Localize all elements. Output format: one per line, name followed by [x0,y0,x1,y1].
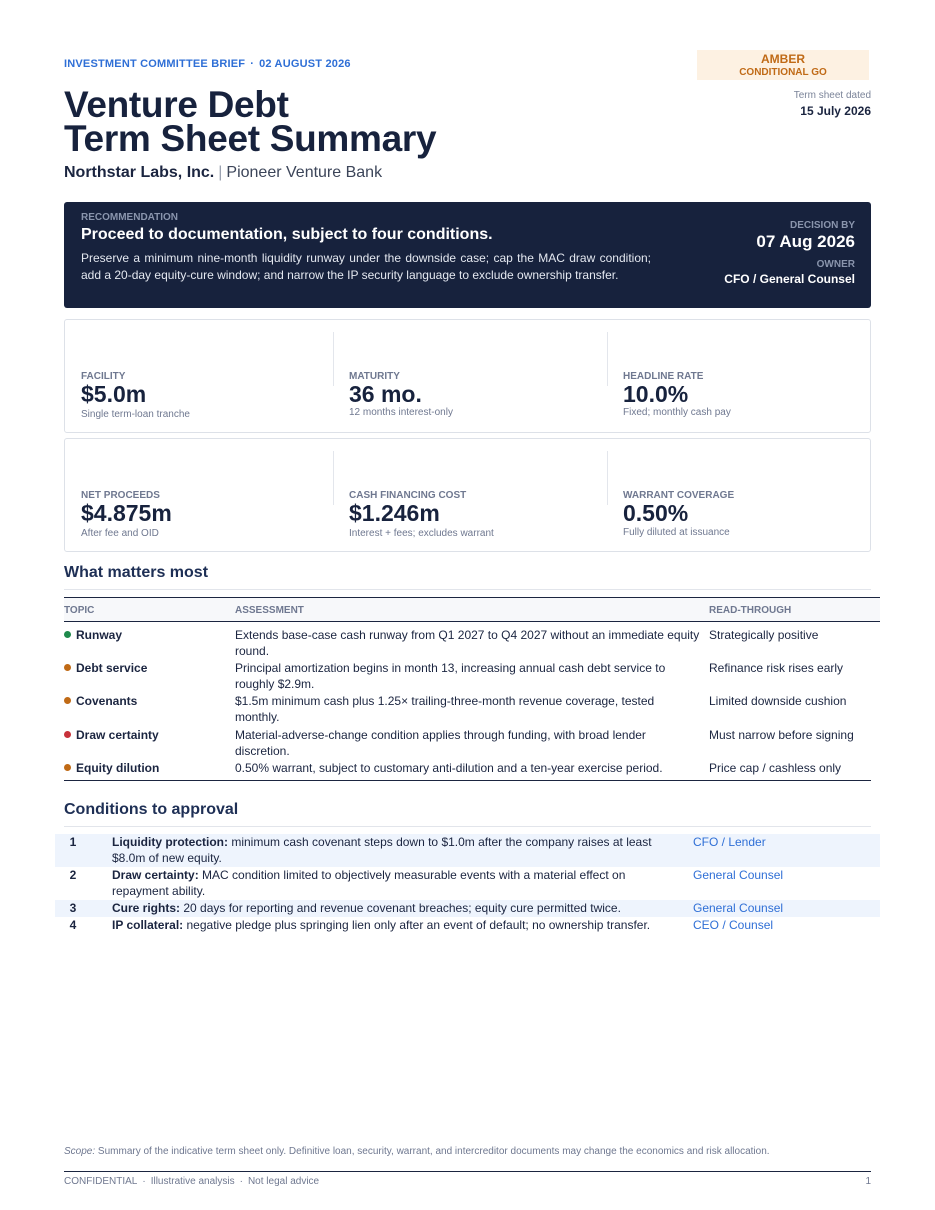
conditions-section-title: Conditions to approval [64,801,239,818]
status-sub-label: CONDITIONAL GO [739,67,827,78]
status-dot-icon [64,697,71,704]
kpi-sub: Interest + fees; excludes warrant [349,528,494,539]
kpi-divider [607,332,608,386]
owner-value: CFO / General Counsel [724,272,855,286]
condition-number: 2 [69,868,77,882]
recommendation-panel [64,202,871,308]
condition-row [55,867,880,900]
condition-number: 4 [69,918,77,932]
column-header-topic: TOPIC [64,605,95,616]
kpi-sub: Fixed; monthly cash pay [623,407,731,418]
condition-text [112,867,682,899]
status-dot-icon [64,664,71,671]
footer-divider [64,1171,871,1172]
row-read-through: Strategically positive [709,628,819,642]
condition-term: Cure rights: [112,901,181,915]
topic-label: Runway [76,628,123,642]
kpi-label: HEADLINE RATE [623,371,704,382]
term-sheet-date-block [794,90,871,118]
footer-legal: Not legal advice [247,1176,320,1187]
kpi-value: 36 mo. [349,381,422,407]
condition-owner: CFO / Lender [693,835,766,849]
row-topic [64,627,122,643]
row-topic [64,760,159,776]
kpi-divider [607,451,608,505]
kpi-label: WARRANT COVERAGE [623,490,735,501]
recommendation-body: Preserve a minimum nine-month liquidity runway under the downside case; cap the MAC draw condition; add a 20-day equity-cure window; and narrow the IP security language to exclude ownership transfer. [81,251,651,282]
term-sheet-date-label: Term sheet dated [793,90,871,101]
condition-detail: minimum cash covenant steps down to $1.0m after the company raises at least $8.0m of new equity. [112,835,652,865]
row-read-through: Limited downside cushion [709,694,847,708]
row-assessment: $1.5m minimum cash plus 1.25× trailing-three-month revenue coverage, tested monthly. [235,694,655,724]
kpi-value: $4.875m [81,500,172,526]
condition-text [112,834,682,866]
kpi-label: NET PROCEEDS [81,490,160,501]
kpi-value: $1.246m [349,500,440,526]
row-topic [64,660,147,676]
kpi-sub: Fully diluted at issuance [623,527,730,538]
condition-detail: 20 days for reporting and revenue covenant breaches; equity cure permitted twice. [183,901,621,915]
kpi-warrant-coverage [607,439,871,551]
footer-confidential: CONFIDENTIAL [64,1176,138,1187]
condition-owner: General Counsel [693,901,784,915]
section-divider [64,826,871,827]
term-sheet-date: 15 July 2026 [800,104,871,118]
kpi-row-2 [64,438,871,552]
decision-date: 07 Aug 2026 [756,232,855,251]
footer-line: CONFIDENTIAL · Illustrative analysis · Not legal advice [64,1176,320,1187]
row-topic [64,693,137,709]
page-title [64,84,437,159]
brief-date: 02 AUGUST 2026 [259,58,351,70]
status-badge [697,50,869,80]
kpi-value: $5.0m [81,381,147,407]
status-dot-icon [64,631,71,638]
decision-label: DECISION BY [789,220,855,231]
kpi-label: FACILITY [81,371,126,382]
scope-label: Scope: [64,1146,96,1157]
row-read-through: Must narrow before signing [709,728,854,742]
page-number: 1 [865,1176,871,1187]
row-assessment: 0.50% warrant, subject to customary anti-dilution and a ten-year exercise period. [235,761,663,775]
topic-label: Debt service [76,661,148,675]
row-assessment: Principal amortization begins in month 13, increasing annual cash debt service to roughly $2.9m. [235,661,666,691]
condition-row [55,834,880,867]
condition-number: 1 [69,835,77,849]
decision-block [724,220,855,286]
condition-term: IP collateral: [112,918,184,932]
column-header-assessment: ASSESSMENT [235,605,304,616]
status-dot-icon [64,731,71,738]
condition-row [55,917,880,934]
section-divider [64,589,871,590]
condition-text [112,900,682,916]
kpi-label: CASH FINANCING COST [349,490,467,501]
title-line-1: Venture Debt [64,84,289,125]
matters-table-header [64,597,880,622]
footer-illustrative: Illustrative analysis [150,1176,235,1187]
kpi-value: 10.0% [623,381,689,407]
topic-label: Equity dilution [76,761,160,775]
condition-owner: CEO / Counsel [693,918,774,932]
topic-label: Draw certainty [76,728,159,742]
table-bottom-rule [64,780,871,781]
kpi-net-proceeds [65,439,333,551]
parties-line: Northstar Labs, Inc. | Pioneer Venture Bank [64,164,383,181]
condition-text [112,917,682,933]
kpi-maturity [333,320,607,432]
kpi-cash-financing-cost [333,439,607,551]
kpi-sub: After fee and OID [81,528,159,539]
document-page [64,0,871,1210]
scope-note [64,1146,770,1157]
kpi-divider [333,332,334,386]
row-read-through: Refinance risk rises early [709,661,844,675]
condition-term: Draw certainty: [112,868,199,882]
brief-label: INVESTMENT COMMITTEE BRIEF [64,58,246,70]
owner-label: OWNER [816,259,855,270]
condition-row [55,900,880,917]
company-name: Northstar Labs, Inc. [64,164,215,181]
status-label: AMBER [761,52,805,66]
recommendation-headline: Proceed to documentation, subject to four conditions. [81,226,493,243]
lender-name: Pioneer Venture Bank [226,164,383,181]
kpi-sub: Single term-loan tranche [81,409,190,420]
topic-label: Covenants [76,694,138,708]
kpi-row-1 [64,319,871,433]
status-dot-icon [64,764,71,771]
scope-text: Summary of the indicative term sheet only. Definitive loan, security, warrant, and intercreditor documents may change the economics and risk allocation. [97,1146,770,1157]
title-line-2: Term Sheet Summary [64,118,437,159]
kpi-label: MATURITY [349,371,400,382]
row-assessment: Material-adverse-change condition applies through funding, with broad lender discretion. [235,728,646,758]
condition-number: 3 [69,901,77,915]
kpi-sub: 12 months interest-only [349,407,453,418]
row-read-through: Price cap / cashless only [709,761,842,775]
condition-term: Liquidity protection: [112,835,228,849]
row-assessment: Extends base-case cash runway from Q1 2027 to Q4 2027 without an immediate equity round. [235,628,700,658]
kpi-divider [333,451,334,505]
condition-owner: General Counsel [693,868,784,882]
brief-eyebrow: INVESTMENT COMMITTEE BRIEF · 02 AUGUST 2026 [64,58,351,70]
kpi-value: 0.50% [623,500,689,526]
condition-detail: negative pledge plus springing lien only after an event of default; no ownership transfer. [186,918,651,932]
kpi-headline-rate [607,320,871,432]
matters-section-title: What matters most [64,564,209,581]
recommendation-label: RECOMMENDATION [81,212,179,223]
row-topic [64,727,159,743]
column-header-read-through: READ-THROUGH [709,605,792,616]
condition-detail: MAC condition limited to objectively measurable events with a material effect on repayment ability. [112,868,626,898]
kpi-facility [65,320,333,432]
